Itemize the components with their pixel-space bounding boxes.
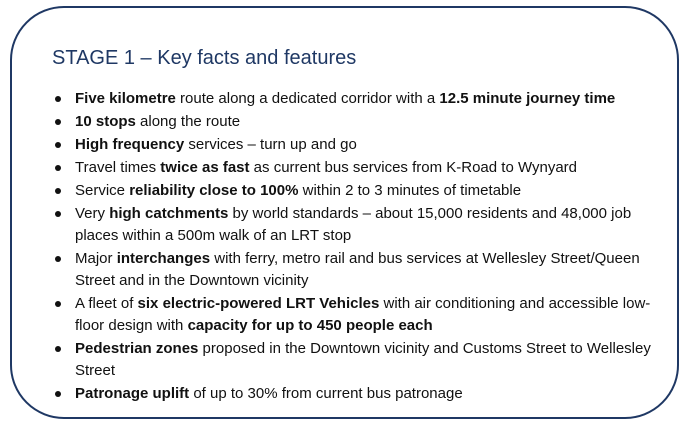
panel-title: STAGE 1 – Key facts and features [52, 47, 357, 69]
body-text: within 2 to 3 minutes of timetable [298, 182, 522, 199]
body-text: by world standards – about 15,000 residents and 48,000 job places within a 500m walk of an LRT stop [75, 205, 632, 244]
list-item [52, 157, 672, 179]
emphasis-text: Patronage uplift [75, 385, 190, 402]
body-text: Service [75, 182, 130, 199]
list-item [52, 180, 672, 202]
body-text: as current bus services from K-Road to Wynyard [249, 159, 577, 176]
emphasis-text: reliability close to 100% [129, 182, 299, 199]
emphasis-text: high catchments [109, 205, 229, 222]
emphasis-text: interchanges [116, 250, 211, 267]
emphasis-text: capacity for up to 450 people each [187, 317, 433, 334]
list-item [52, 338, 672, 382]
body-text: along the route [135, 113, 241, 130]
key-facts-panel [10, 6, 679, 419]
body-text: with air conditioning and accessible low-floor design with [75, 295, 651, 334]
list-item [52, 383, 672, 405]
body-text: with ferry, metro rail and bus services at Wellesley Street/Queen Street and in the Downtown vicinity [75, 250, 640, 289]
facts-list [52, 88, 672, 406]
emphasis-text: Five kilometre [75, 90, 176, 107]
emphasis-text: High frequency [75, 136, 185, 153]
emphasis-text: 12.5 minute journey time [439, 90, 616, 107]
body-text: of up to 30% from current bus patronage [189, 385, 463, 402]
body-text: Major [75, 250, 117, 267]
body-text: Very [75, 205, 110, 222]
emphasis-text: Pedestrian zones [75, 340, 199, 357]
emphasis-text: six electric-powered LRT Vehicles [137, 295, 380, 312]
list-item [52, 293, 672, 337]
list-item [52, 111, 672, 133]
body-text: A fleet of [75, 295, 138, 312]
list-item [52, 248, 672, 292]
body-text: proposed in the Downtown vicinity and Customs Street to Wellesley Street [75, 340, 651, 379]
body-text: Travel times [75, 159, 161, 176]
list-item [52, 203, 672, 247]
list-item [52, 134, 672, 156]
list-item [52, 88, 672, 110]
emphasis-text: twice as fast [160, 159, 250, 176]
body-text: route along a dedicated corridor with a [175, 90, 440, 107]
emphasis-text: 10 stops [75, 113, 136, 130]
body-text: services – turn up and go [184, 136, 357, 153]
